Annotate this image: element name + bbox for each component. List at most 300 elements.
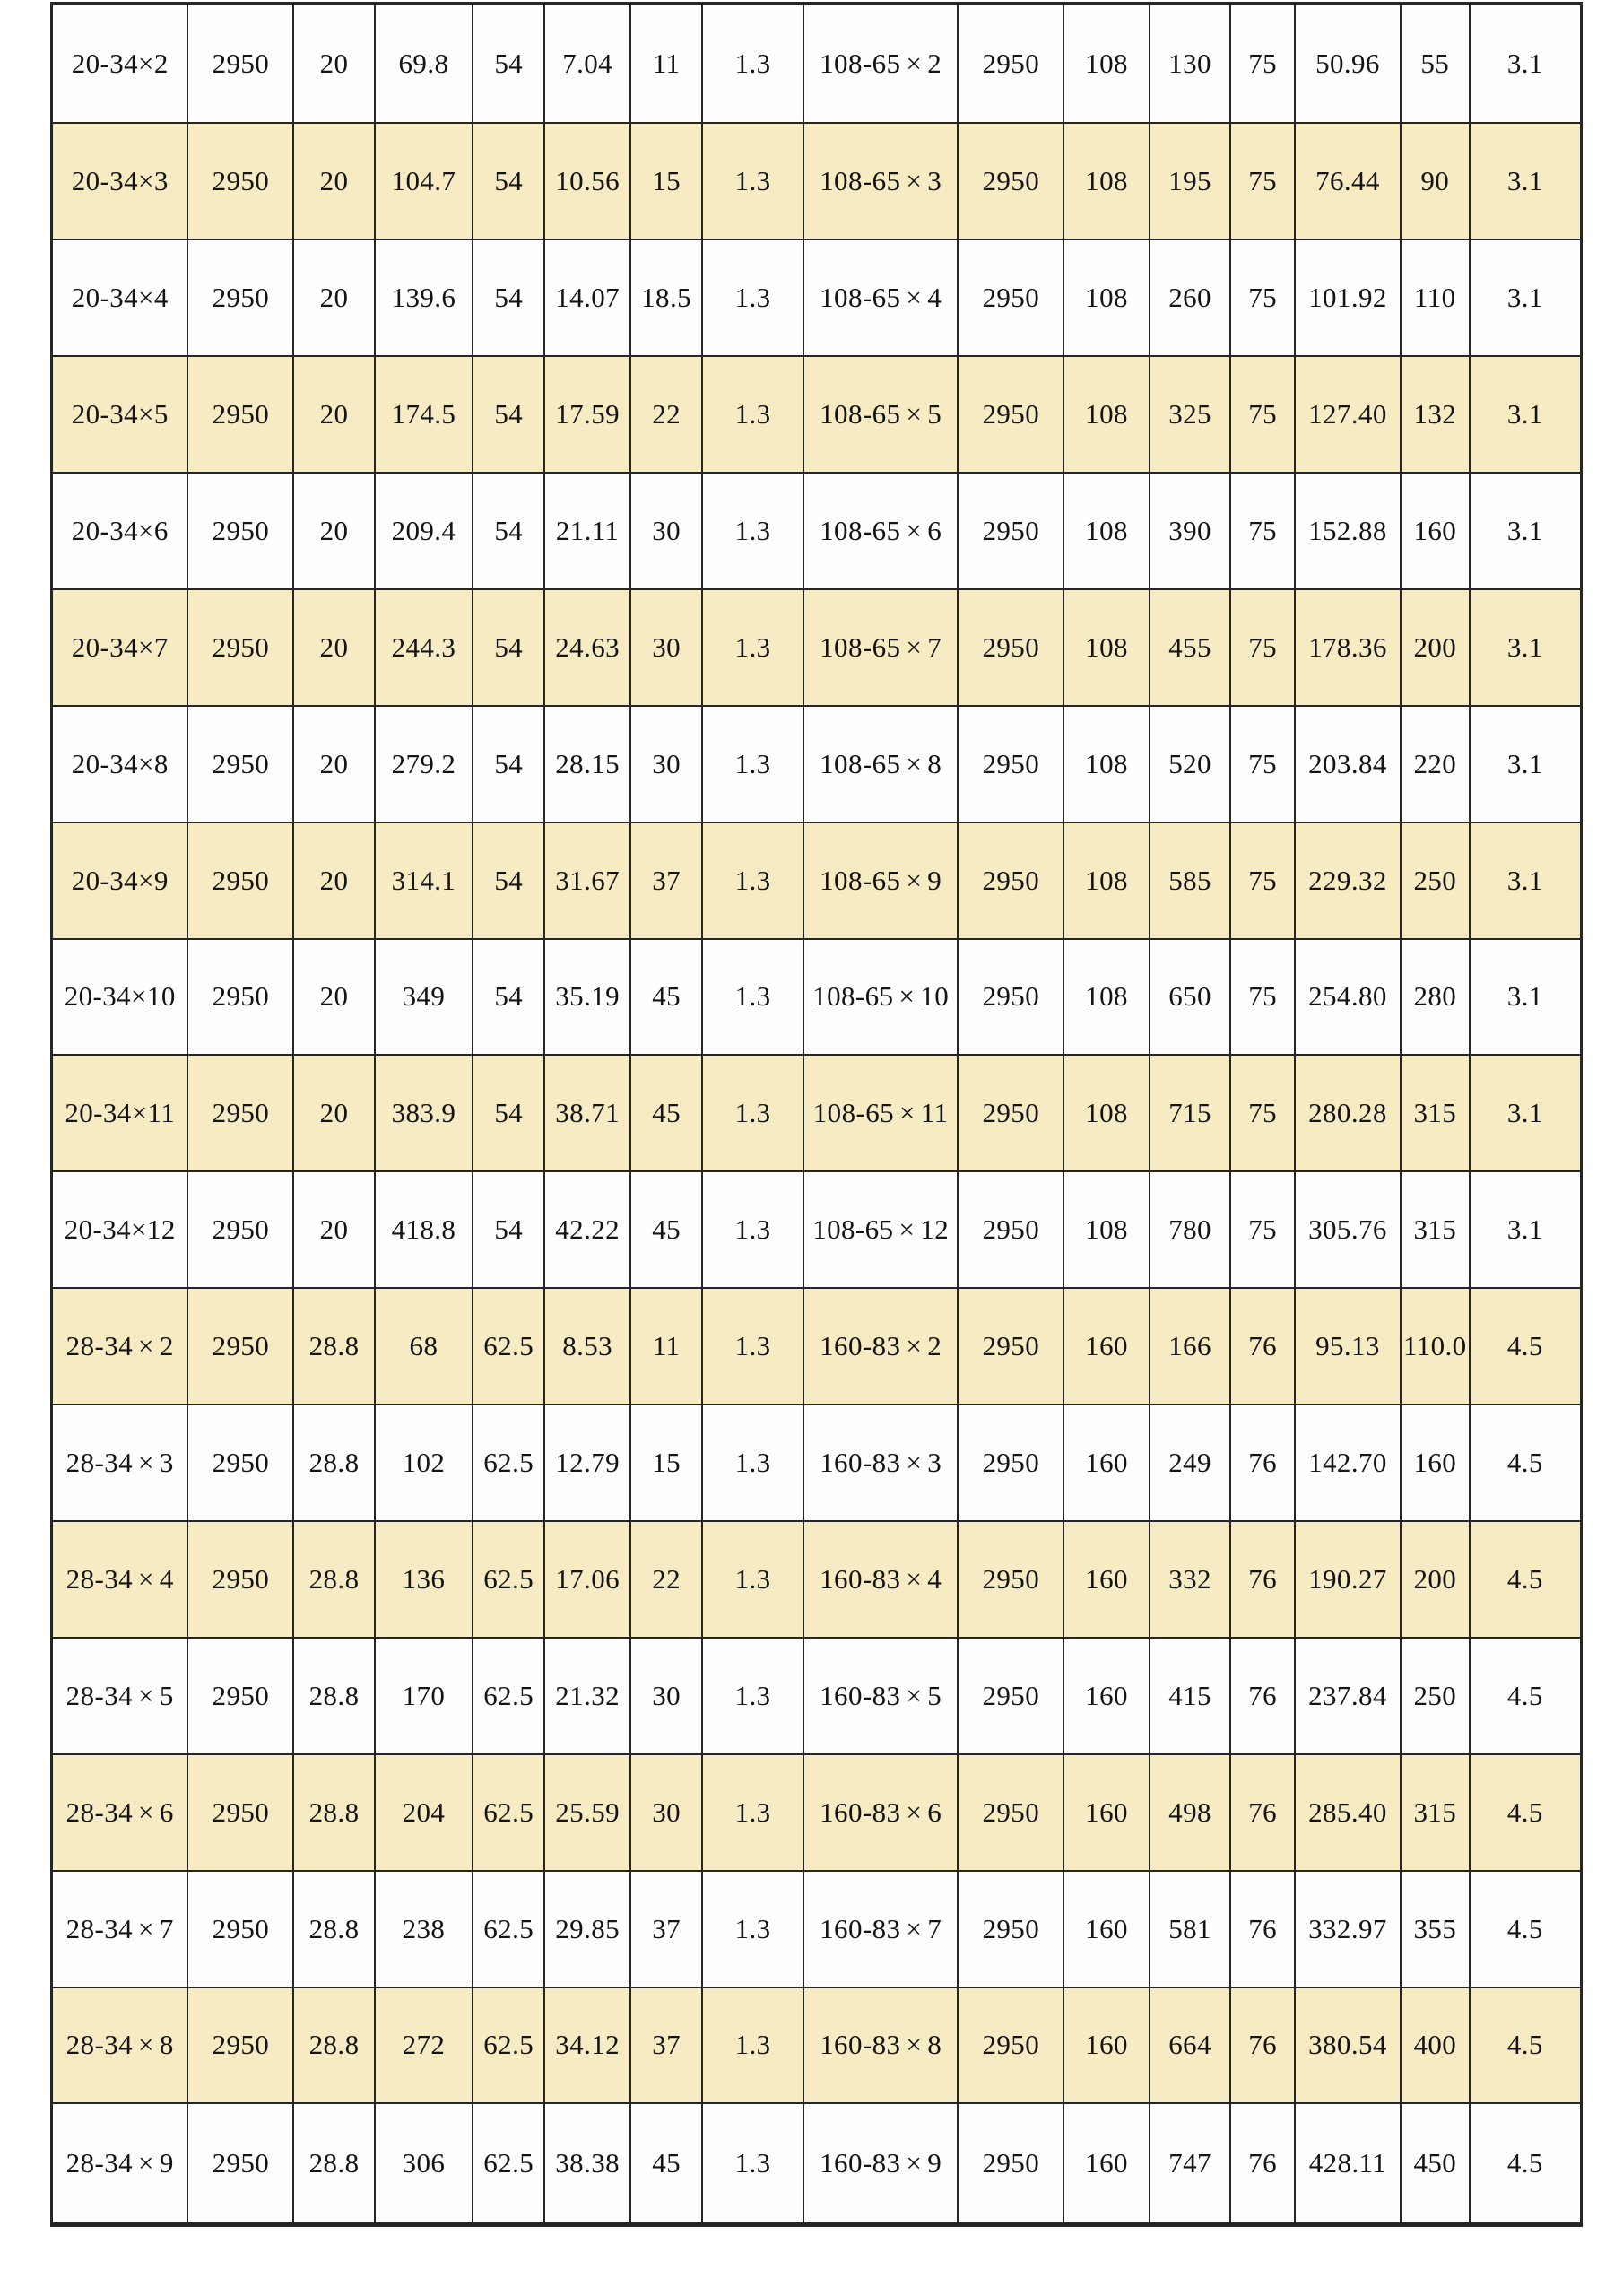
value-cell: 17.59 [544,356,630,473]
pump-spec-table [50,2,1583,2227]
value-cell: 22 [630,1521,702,1638]
multiplication-sign: × [906,631,923,663]
value-cell: 2950 [958,1171,1063,1288]
value-cell: 2950 [187,2103,293,2224]
value-cell: 2950 [187,1987,293,2104]
multiplication-sign: × [906,1796,923,1828]
value-cell: 2950 [958,589,1063,706]
value-cell: 75 [1230,1171,1295,1288]
table-row [52,822,1582,939]
value-cell: 3.1 [1470,239,1582,356]
value-cell: 54 [473,473,544,589]
value-cell: 3.1 [1470,473,1582,589]
value-cell: 1.3 [702,706,803,822]
value-cell: 45 [630,1055,702,1171]
value-cell: 2950 [187,706,293,822]
value-cell: 315 [1401,1055,1470,1171]
value-cell: 455 [1150,589,1231,706]
multiplication-sign: × [906,514,923,546]
table-row [52,356,1582,473]
value-cell: 90 [1401,123,1470,239]
value-cell: 54 [473,239,544,356]
value-cell: 2950 [187,822,293,939]
value-cell: 1.3 [702,123,803,239]
value-cell: 75 [1230,356,1295,473]
table-row [52,239,1582,356]
value-cell: 2950 [187,356,293,473]
multiplication-sign: × [906,282,923,314]
value-cell: 20 [293,939,375,1056]
value-cell: 209.4 [375,473,473,589]
value-cell: 108 [1063,239,1150,356]
value-cell: 450 [1401,2103,1470,2224]
value-cell: 3.1 [1470,822,1582,939]
value-cell: 332 [1150,1521,1231,1638]
value-cell: 22 [630,356,702,473]
value-cell: 520 [1150,706,1231,822]
value-cell: 160 [1063,1638,1150,1754]
value-cell: 69.8 [375,4,473,123]
model-cell: 20-34×12 [52,1171,188,1288]
value-cell: 54 [473,123,544,239]
value-cell: 75 [1230,4,1295,123]
value-cell: 76 [1230,2103,1295,2224]
value-cell: 204 [375,1754,473,1871]
value-cell: 30 [630,473,702,589]
value-cell: 160 [1063,1754,1150,1871]
value-cell: 1.3 [702,473,803,589]
multiplication-sign: × [138,1330,154,1362]
value-cell: 2950 [958,1521,1063,1638]
value-cell: 30 [630,1754,702,1871]
value-cell: 104.7 [375,123,473,239]
value-cell: 15 [630,123,702,239]
value-cell: 280.28 [1295,1055,1401,1171]
model-cell: 28-34 × 7 [52,1871,188,1987]
value-cell: 166 [1150,1288,1231,1405]
value-cell: 160 [1063,2103,1150,2224]
value-cell: 2950 [958,939,1063,1056]
value-cell: 54 [473,822,544,939]
model-cell: 20-34×4 [52,239,188,356]
value-cell: 34.12 [544,1987,630,2104]
value-cell: 62.5 [473,1638,544,1754]
value-cell: 76 [1230,1521,1295,1638]
model-cell: 28-34 × 3 [52,1405,188,1521]
value-cell: 306 [375,2103,473,2224]
value-cell: 4.5 [1470,2103,1582,2224]
value-cell: 244.3 [375,589,473,706]
value-cell: 1.3 [702,1754,803,1871]
value-cell: 272 [375,1987,473,2104]
value-cell: 20 [293,1055,375,1171]
multiplication-sign: × [906,398,923,430]
value-cell: 2950 [187,1171,293,1288]
value-cell: 20 [293,706,375,822]
table-row [52,939,1582,1056]
table-row [52,1638,1582,1754]
value-cell: 7.04 [544,4,630,123]
value-cell: 142.70 [1295,1405,1401,1521]
multiplication-sign: × [138,1796,154,1828]
value-cell: 28.8 [293,1754,375,1871]
value-cell: 4.5 [1470,1754,1582,1871]
value-cell: 62.5 [473,1987,544,2104]
value-cell: 332.97 [1295,1871,1401,1987]
value-cell: 76 [1230,1871,1295,1987]
model-cell: 20-34×2 [52,4,188,123]
value-cell: 325 [1150,356,1231,473]
model-cell: 20-34×7 [52,589,188,706]
value-cell: 1.3 [702,939,803,1056]
multiplication-sign: × [138,1679,154,1711]
model-cell: 108-65 × 9 [803,822,958,939]
value-cell: 3.1 [1470,356,1582,473]
value-cell: 76 [1230,1288,1295,1405]
model-cell: 160-83 × 3 [803,1405,958,1521]
value-cell: 4.5 [1470,1405,1582,1521]
value-cell: 35.19 [544,939,630,1056]
multiplication-sign: × [906,48,923,80]
value-cell: 62.5 [473,1871,544,1987]
value-cell: 2950 [958,356,1063,473]
table-row [52,1521,1582,1638]
table-row [52,589,1582,706]
value-cell: 2950 [958,1288,1063,1405]
value-cell: 21.11 [544,473,630,589]
value-cell: 380.54 [1295,1987,1401,2104]
model-cell: 108-65 × 10 [803,939,958,1056]
value-cell: 62.5 [473,1288,544,1405]
value-cell: 28.8 [293,1638,375,1754]
value-cell: 190.27 [1295,1521,1401,1638]
value-cell: 2950 [187,239,293,356]
value-cell: 108 [1063,4,1150,123]
value-cell: 55 [1401,4,1470,123]
value-cell: 20 [293,589,375,706]
value-cell: 2950 [958,822,1063,939]
value-cell: 2950 [187,1405,293,1521]
multiplication-sign: × [906,2147,923,2179]
value-cell: 130 [1150,4,1231,123]
value-cell: 108 [1063,822,1150,939]
value-cell: 4.5 [1470,1638,1582,1754]
value-cell: 174.5 [375,356,473,473]
multiplication-sign: × [138,1912,154,1944]
value-cell: 12.79 [544,1405,630,1521]
value-cell: 1.3 [702,1405,803,1521]
value-cell: 2950 [187,473,293,589]
value-cell: 200 [1401,589,1470,706]
model-cell: 28-34 × 4 [52,1521,188,1638]
model-cell: 108-65 × 4 [803,239,958,356]
value-cell: 28.8 [293,1987,375,2104]
value-cell: 3.1 [1470,123,1582,239]
value-cell: 2950 [187,1055,293,1171]
model-cell: 108-65 × 3 [803,123,958,239]
value-cell: 20 [293,4,375,123]
model-cell: 160-83 × 2 [803,1288,958,1405]
value-cell: 20 [293,123,375,239]
value-cell: 1.3 [702,1055,803,1171]
table-row [52,1871,1582,1987]
value-cell: 110 [1401,239,1470,356]
value-cell: 68 [375,1288,473,1405]
value-cell: 62.5 [473,1754,544,1871]
value-cell: 418.8 [375,1171,473,1288]
value-cell: 95.13 [1295,1288,1401,1405]
value-cell: 2950 [958,1987,1063,2104]
value-cell: 2950 [187,589,293,706]
value-cell: 3.1 [1470,939,1582,1056]
value-cell: 254.80 [1295,939,1401,1056]
value-cell: 20 [293,473,375,589]
value-cell: 38.38 [544,2103,630,2224]
value-cell: 428.11 [1295,2103,1401,2224]
model-cell: 20-34×5 [52,356,188,473]
value-cell: 315 [1401,1754,1470,1871]
value-cell: 102 [375,1405,473,1521]
multiplication-sign: × [906,1562,923,1595]
table-row [52,4,1582,123]
value-cell: 20 [293,356,375,473]
value-cell: 54 [473,939,544,1056]
value-cell: 3.1 [1470,589,1582,706]
value-cell: 108 [1063,123,1150,239]
value-cell: 108 [1063,706,1150,822]
table-row [52,123,1582,239]
value-cell: 3.1 [1470,1055,1582,1171]
model-cell: 20-34×11 [52,1055,188,1171]
value-cell: 650 [1150,939,1231,1056]
value-cell: 585 [1150,822,1231,939]
value-cell: 715 [1150,1055,1231,1171]
value-cell: 2950 [958,2103,1063,2224]
value-cell: 2950 [187,123,293,239]
value-cell: 383.9 [375,1055,473,1171]
value-cell: 25.59 [544,1754,630,1871]
value-cell: 2950 [187,1638,293,1754]
value-cell: 747 [1150,2103,1231,2224]
value-cell: 780 [1150,1171,1231,1288]
value-cell: 2950 [958,473,1063,589]
value-cell: 45 [630,939,702,1056]
value-cell: 3.1 [1470,706,1582,822]
value-cell: 1.3 [702,2103,803,2224]
value-cell: 50.96 [1295,4,1401,123]
value-cell: 20 [293,822,375,939]
table-row [52,473,1582,589]
multiplication-sign: × [906,1447,923,1479]
value-cell: 1.3 [702,1171,803,1288]
value-cell: 24.63 [544,589,630,706]
value-cell: 4.5 [1470,1871,1582,1987]
value-cell: 30 [630,589,702,706]
model-cell: 28-34 × 8 [52,1987,188,2104]
value-cell: 2950 [187,4,293,123]
value-cell: 581 [1150,1871,1231,1987]
value-cell: 2950 [187,1754,293,1871]
value-cell: 136 [375,1521,473,1638]
value-cell: 62.5 [473,1405,544,1521]
multiplication-sign: × [906,1912,923,1944]
value-cell: 54 [473,1055,544,1171]
model-cell: 108-65 × 11 [803,1055,958,1171]
value-cell: 160 [1063,1288,1150,1405]
value-cell: 75 [1230,1055,1295,1171]
value-cell: 37 [630,1871,702,1987]
model-cell: 108-65 × 12 [803,1171,958,1288]
value-cell: 1.3 [702,1871,803,1987]
multiplication-sign: × [906,165,923,197]
value-cell: 28.8 [293,2103,375,2224]
value-cell: 285.40 [1295,1754,1401,1871]
value-cell: 37 [630,822,702,939]
value-cell: 237.84 [1295,1638,1401,1754]
model-cell: 108-65 × 8 [803,706,958,822]
value-cell: 17.06 [544,1521,630,1638]
value-cell: 260 [1150,239,1231,356]
value-cell: 30 [630,1638,702,1754]
value-cell: 54 [473,1171,544,1288]
model-cell: 108-65 × 6 [803,473,958,589]
model-cell: 108-65 × 2 [803,4,958,123]
model-cell: 160-83 × 9 [803,2103,958,2224]
value-cell: 1.3 [702,1638,803,1754]
value-cell: 250 [1401,822,1470,939]
value-cell: 76 [1230,1638,1295,1754]
model-cell: 20-34×10 [52,939,188,1056]
value-cell: 45 [630,1171,702,1288]
value-cell: 42.22 [544,1171,630,1288]
value-cell: 2950 [187,1871,293,1987]
value-cell: 355 [1401,1871,1470,1987]
value-cell: 160 [1063,1871,1150,1987]
value-cell: 2950 [187,939,293,1056]
value-cell: 203.84 [1295,706,1401,822]
model-cell: 160-83 × 8 [803,1987,958,2104]
model-cell: 160-83 × 6 [803,1754,958,1871]
value-cell: 2950 [958,1871,1063,1987]
value-cell: 45 [630,2103,702,2224]
value-cell: 1.3 [702,1521,803,1638]
table-row [52,2103,1582,2224]
value-cell: 160 [1401,473,1470,589]
value-cell: 30 [630,706,702,822]
value-cell: 28.15 [544,706,630,822]
value-cell: 315 [1401,1171,1470,1288]
multiplication-sign: × [898,980,916,1013]
value-cell: 29.85 [544,1871,630,1987]
value-cell: 250 [1401,1638,1470,1754]
multiplication-sign: × [899,1097,916,1129]
value-cell: 1.3 [702,822,803,939]
model-cell: 20-34×3 [52,123,188,239]
value-cell: 3.1 [1470,4,1582,123]
value-cell: 1.3 [702,589,803,706]
value-cell: 3.1 [1470,1171,1582,1288]
value-cell: 11 [630,4,702,123]
multiplication-sign: × [898,1213,916,1246]
value-cell: 139.6 [375,239,473,356]
multiplication-sign: × [906,1679,923,1711]
table-row [52,1288,1582,1405]
value-cell: 1.3 [702,1987,803,2104]
value-cell: 2950 [958,1055,1063,1171]
value-cell: 31.67 [544,822,630,939]
value-cell: 8.53 [544,1288,630,1405]
value-cell: 108 [1063,473,1150,589]
value-cell: 108 [1063,589,1150,706]
value-cell: 28.8 [293,1871,375,1987]
value-cell: 415 [1150,1638,1231,1754]
value-cell: 152.88 [1295,473,1401,589]
value-cell: 160 [1063,1521,1150,1638]
value-cell: 170 [375,1638,473,1754]
value-cell: 76 [1230,1405,1295,1521]
value-cell: 280 [1401,939,1470,1056]
value-cell: 305.76 [1295,1171,1401,1288]
value-cell: 14.07 [544,239,630,356]
value-cell: 15 [630,1405,702,1521]
value-cell: 75 [1230,589,1295,706]
model-cell: 20-34×8 [52,706,188,822]
value-cell: 75 [1230,473,1295,589]
value-cell: 400 [1401,1987,1470,2104]
value-cell: 160 [1063,1405,1150,1521]
value-cell: 38.71 [544,1055,630,1171]
multiplication-sign: × [906,747,923,779]
value-cell: 314.1 [375,822,473,939]
model-cell: 28-34 × 9 [52,2103,188,2224]
value-cell: 28.8 [293,1288,375,1405]
model-cell: 20-34×9 [52,822,188,939]
table-row [52,1405,1582,1521]
multiplication-sign: × [906,864,923,896]
value-cell: 4.5 [1470,1987,1582,2104]
table-row [52,1171,1582,1288]
value-cell: 2950 [958,1638,1063,1754]
multiplication-sign: × [138,2029,154,2061]
model-cell: 20-34×6 [52,473,188,589]
model-cell: 28-34 × 5 [52,1638,188,1754]
value-cell: 664 [1150,1987,1231,2104]
value-cell: 200 [1401,1521,1470,1638]
value-cell: 76.44 [1295,123,1401,239]
multiplication-sign: × [138,1447,154,1479]
value-cell: 2950 [958,1754,1063,1871]
value-cell: 160 [1401,1405,1470,1521]
value-cell: 110.0 [1401,1288,1470,1405]
value-cell: 54 [473,4,544,123]
value-cell: 2950 [958,1405,1063,1521]
value-cell: 54 [473,356,544,473]
value-cell: 62.5 [473,1521,544,1638]
multiplication-sign: × [138,1562,154,1595]
multiplication-sign: × [906,1330,923,1362]
value-cell: 18.5 [630,239,702,356]
value-cell: 2950 [187,1288,293,1405]
table-row [52,706,1582,822]
value-cell: 75 [1230,939,1295,1056]
multiplication-sign: × [906,2029,923,2061]
value-cell: 1.3 [702,356,803,473]
value-cell: 21.32 [544,1638,630,1754]
value-cell: 37 [630,1987,702,2104]
value-cell: 20 [293,239,375,356]
multiplication-sign: × [138,2147,154,2179]
value-cell: 132 [1401,356,1470,473]
